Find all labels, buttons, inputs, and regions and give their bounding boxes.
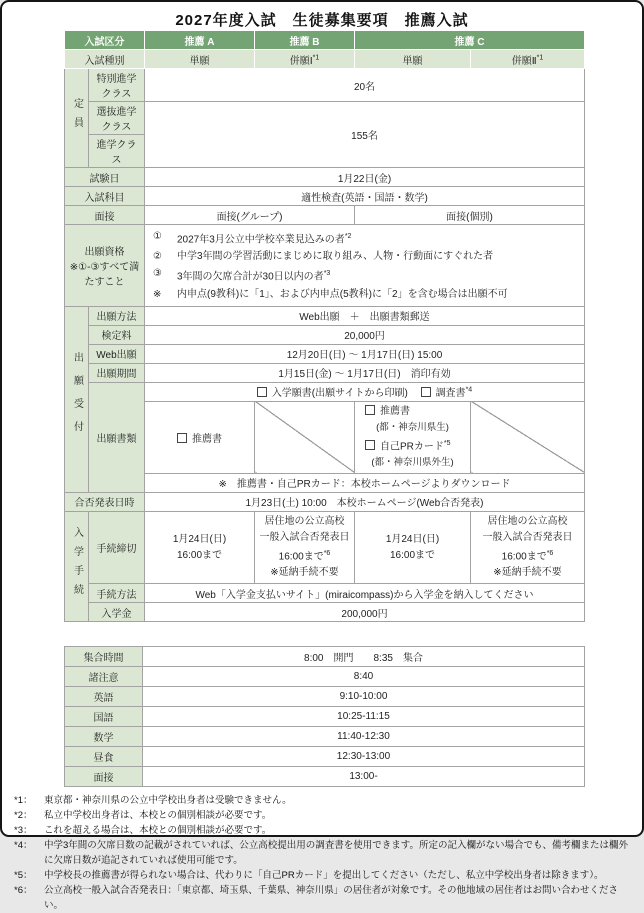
application-period-label: 出願期間 bbox=[89, 363, 145, 382]
documents-common-row bbox=[65, 382, 585, 401]
footnote-marker: *1： bbox=[14, 795, 33, 807]
schedule-value: 13:00- bbox=[143, 767, 585, 787]
footnote-marker: *6 bbox=[323, 549, 331, 557]
item-number: ① bbox=[153, 231, 162, 242]
footnote-marker: *6 bbox=[546, 549, 554, 557]
footnote-text: 東京都・神奈川県の公立中学校出身者は受験できません。 bbox=[44, 795, 292, 807]
eligibility-label: 出願資格 bbox=[84, 246, 125, 258]
schedule-value: 11:40-12:30 bbox=[143, 727, 585, 747]
eligibility-item bbox=[153, 286, 582, 303]
footnote-text: 中学3年間の欠席日数の記載がされていれば、公立高校提出用の調査書を使用できます。所定の記入欄がない場合でも、備考欄または欄外に欠席日数が追記されていれば使用可能です。 bbox=[44, 840, 629, 867]
footnote-item bbox=[14, 883, 632, 913]
deadline-row bbox=[65, 511, 585, 583]
documents-b-cell-diagonal bbox=[255, 401, 355, 473]
schedule-value: 9:10-10:00 bbox=[143, 687, 585, 707]
enrollment-group-label: 入学手続 bbox=[65, 511, 89, 621]
footnote-item bbox=[14, 808, 632, 823]
application-method-row bbox=[65, 306, 585, 325]
announcement-value: 1月23日(土) 10:00 本校ホームページ(Web合否発表) bbox=[145, 492, 585, 511]
capacity-special-row bbox=[65, 69, 585, 102]
type-c2 bbox=[471, 50, 585, 69]
application-fee-row bbox=[65, 325, 585, 344]
enrollment-fee-label: 入学金 bbox=[89, 603, 145, 622]
type-c1: 単願 bbox=[355, 50, 471, 69]
exam-date-value: 1月22日(金) bbox=[145, 168, 585, 187]
item-number: ② bbox=[153, 251, 162, 263]
schedule-row bbox=[65, 767, 585, 787]
deadline-b-cell: 居住地の公立高校 一般入試合否発表日 16:00まで$^{*6}$ ※延納手続不要 bbox=[255, 511, 355, 583]
item-text: 3年間の欠席合計が30日以内の者$^{*3}$ bbox=[177, 270, 331, 283]
web-application-row bbox=[65, 344, 585, 363]
checkbox-icon bbox=[177, 433, 187, 443]
eligibility-item bbox=[153, 248, 582, 265]
footnote-text: 中学校長の推薦書が得られない場合は、代わりに「自己PRカード」を提出してください（ただし、私立中学校出身者は除きます）。 bbox=[44, 870, 604, 882]
header-suisen-c: 推薦 C bbox=[355, 31, 585, 50]
documents-label: 出願書類 bbox=[89, 382, 145, 492]
web-application-label: Web出願 bbox=[89, 344, 145, 363]
footnote-marker: *4： bbox=[14, 840, 33, 852]
eligibility-sublabel: ※①-③すべて満たすこと bbox=[69, 261, 140, 288]
footnote-item bbox=[14, 868, 632, 883]
header-suisen-a: 推薦 A bbox=[145, 31, 255, 50]
type-row bbox=[65, 50, 585, 69]
item-number: ③ bbox=[153, 268, 162, 280]
checkbox-icon bbox=[365, 405, 375, 415]
item-text: 内申点(9教科)に「1」、および内申点(5教科)に「2」を含む場合は出願不可 bbox=[177, 288, 508, 300]
schedule-value: 8:40 bbox=[143, 667, 585, 687]
footnote-marker: *5 bbox=[443, 439, 451, 447]
capacity-selective-label: 選抜進学クラス bbox=[89, 102, 145, 135]
type-a: 単願 bbox=[145, 50, 255, 69]
capacity-special-label: 特別進学クラス bbox=[89, 69, 145, 102]
schedule-label: 面接 bbox=[65, 767, 143, 787]
schedule-row bbox=[65, 747, 585, 767]
schedule-label: 数学 bbox=[65, 727, 143, 747]
exam-date-row bbox=[65, 168, 585, 187]
documents-common1: 入学願書(出願サイトから印刷) bbox=[271, 388, 408, 400]
application-method-label: 出願方法 bbox=[89, 306, 145, 325]
documents-common2: 調査書 bbox=[435, 388, 466, 400]
interview-row bbox=[65, 206, 585, 225]
footnote-item bbox=[14, 823, 632, 838]
capacity-selective-row bbox=[65, 102, 585, 135]
announcement-row bbox=[65, 492, 585, 511]
enrollment-method-value: Web「入学金支払いサイト」(miraicompass)から入学金を納入してください bbox=[145, 584, 585, 603]
documents-c-item2-sub: (都・神奈川県外生) bbox=[371, 456, 454, 468]
footnote-marker: *6： bbox=[14, 885, 33, 897]
footnote-item bbox=[14, 838, 632, 868]
schedule-label: 国語 bbox=[65, 707, 143, 727]
subjects-row bbox=[65, 187, 585, 206]
footnote-text: 公立高校一般入試合否発表日：「東京都、埼玉県、千葉県、神奈川県」の居住者が対象です。その他地域の居住者はお問い合わせください。 bbox=[44, 885, 618, 912]
application-period-value: 1月15日(金) ～ 1月17日(日) 消印有効 bbox=[145, 363, 585, 382]
item-number: ※ bbox=[153, 288, 162, 300]
footnote-marker: *1 bbox=[312, 54, 320, 62]
footnote-text: これを超える場合は、本校との個別相談が必要です。 bbox=[44, 825, 272, 837]
type-b-text: 併願Ⅰ bbox=[289, 55, 313, 67]
deadline-c1-cell: 1月24日(日) 16:00まで bbox=[355, 511, 471, 583]
item-text: 2027年3月公立中学校卒業見込みの者$^{*2}$ bbox=[177, 233, 352, 246]
schedule-row bbox=[65, 707, 585, 727]
deadline-a-cell: 1月24日(日) 16:00まで bbox=[145, 511, 255, 583]
documents-a-cell bbox=[145, 401, 255, 473]
footnotes-section bbox=[14, 793, 632, 913]
footnote-item bbox=[14, 793, 632, 808]
footnote-marker: *1 bbox=[536, 54, 544, 62]
page-title: 2027年度入試 生徒募集要項 推薦入試 bbox=[175, 12, 469, 29]
enrollment-method-label: 手続方法 bbox=[89, 584, 145, 603]
header-category: 入試区分 bbox=[65, 31, 145, 50]
eligibility-row bbox=[65, 225, 585, 307]
footnote-marker: *4 bbox=[465, 386, 473, 394]
capacity-group-label: 定員 bbox=[65, 69, 89, 168]
application-group-label: 出願受付 bbox=[65, 306, 89, 492]
capacity-selective-value: 155名 bbox=[145, 102, 585, 168]
type-c2-text: 併願Ⅱ bbox=[511, 55, 537, 67]
application-method-value: Web出願 ＋ 出願書類郵送 bbox=[145, 306, 585, 325]
eligibility-item bbox=[153, 228, 582, 248]
schedule-row bbox=[65, 727, 585, 747]
application-period-row bbox=[65, 363, 585, 382]
type-label: 入試種別 bbox=[65, 50, 145, 69]
footnote-marker: *3： bbox=[14, 825, 33, 837]
schedule-table bbox=[64, 646, 585, 787]
checkbox-icon bbox=[365, 440, 375, 450]
deadline-c2-cell: 居住地の公立高校 一般入試合否発表日 16:00まで$^{*6}$ ※延納手続不要 bbox=[471, 511, 585, 583]
checkbox-icon bbox=[421, 387, 431, 397]
schedule-label: 集合時間 bbox=[65, 647, 143, 667]
application-fee-value: 20,000円 bbox=[145, 325, 585, 344]
documents-c-item1-sub: (都・神奈川県生) bbox=[376, 421, 449, 433]
eligibility-label-cell bbox=[65, 225, 145, 307]
footnote-marker: *2： bbox=[14, 810, 33, 822]
interview-c-value: 面接(個別) bbox=[355, 206, 585, 225]
header-row bbox=[65, 31, 585, 50]
documents-c-cell bbox=[355, 401, 471, 473]
documents-c-item2: 自己PRカード bbox=[380, 440, 444, 452]
schedule-row bbox=[65, 667, 585, 687]
admission-table bbox=[64, 30, 585, 622]
checkbox-icon bbox=[257, 387, 267, 397]
item-text: 中学3年間の学習活動にまじめに取り組み、人物・行動面にすぐれた者 bbox=[177, 251, 494, 263]
eligibility-item bbox=[153, 265, 582, 285]
web-application-value: 12月20日(日) ～ 1月17日(日) 15:00 bbox=[145, 344, 585, 363]
schedule-value: 10:25-11:15 bbox=[143, 707, 585, 727]
header-suisen-b: 推薦 B bbox=[255, 31, 355, 50]
enrollment-fee-value: 200,000円 bbox=[145, 603, 585, 622]
schedule-label: 英語 bbox=[65, 687, 143, 707]
footnote-marker: *5： bbox=[14, 870, 33, 882]
exam-date-label: 試験日 bbox=[65, 168, 145, 187]
documents-footer: ※ 推薦書・自己PRカード：本校ホームページよりダウンロード bbox=[145, 473, 585, 492]
documents-a-item: 推薦書 bbox=[192, 433, 222, 445]
documents-common-cell bbox=[145, 382, 585, 401]
schedule-row bbox=[65, 687, 585, 707]
footnote-marker: *3 bbox=[323, 270, 331, 278]
schedule-value: 8:00 開門 8:35 集合 bbox=[143, 647, 585, 667]
deadline-label: 手続締切 bbox=[89, 511, 145, 583]
schedule-row bbox=[65, 647, 585, 667]
schedule-label: 諸注意 bbox=[65, 667, 143, 687]
type-b bbox=[255, 50, 355, 69]
application-fee-label: 検定料 bbox=[89, 325, 145, 344]
capacity-special-value: 20名 bbox=[145, 69, 585, 102]
announcement-label: 合否発表日時 bbox=[65, 492, 145, 511]
footnote-text: 私立中学校出身者は、本校との個別相談が必要です。 bbox=[44, 810, 272, 822]
capacity-advance-label: 進学クラス bbox=[89, 135, 145, 168]
documents-c-item1: 推薦書 bbox=[380, 405, 410, 417]
schedule-value: 12:30-13:00 bbox=[143, 747, 585, 767]
interview-label: 面接 bbox=[65, 206, 145, 225]
subjects-value: 適性検査(英語・国語・数学) bbox=[145, 187, 585, 206]
documents-c2-cell-diagonal bbox=[471, 401, 585, 473]
footnote-marker: *2 bbox=[344, 233, 352, 240]
enrollment-method-row bbox=[65, 584, 585, 603]
eligibility-list bbox=[145, 225, 585, 307]
subjects-label: 入試科目 bbox=[65, 187, 145, 206]
enrollment-fee-row bbox=[65, 603, 585, 622]
interview-ab-value: 面接(グループ) bbox=[145, 206, 355, 225]
schedule-label: 昼食 bbox=[65, 747, 143, 767]
